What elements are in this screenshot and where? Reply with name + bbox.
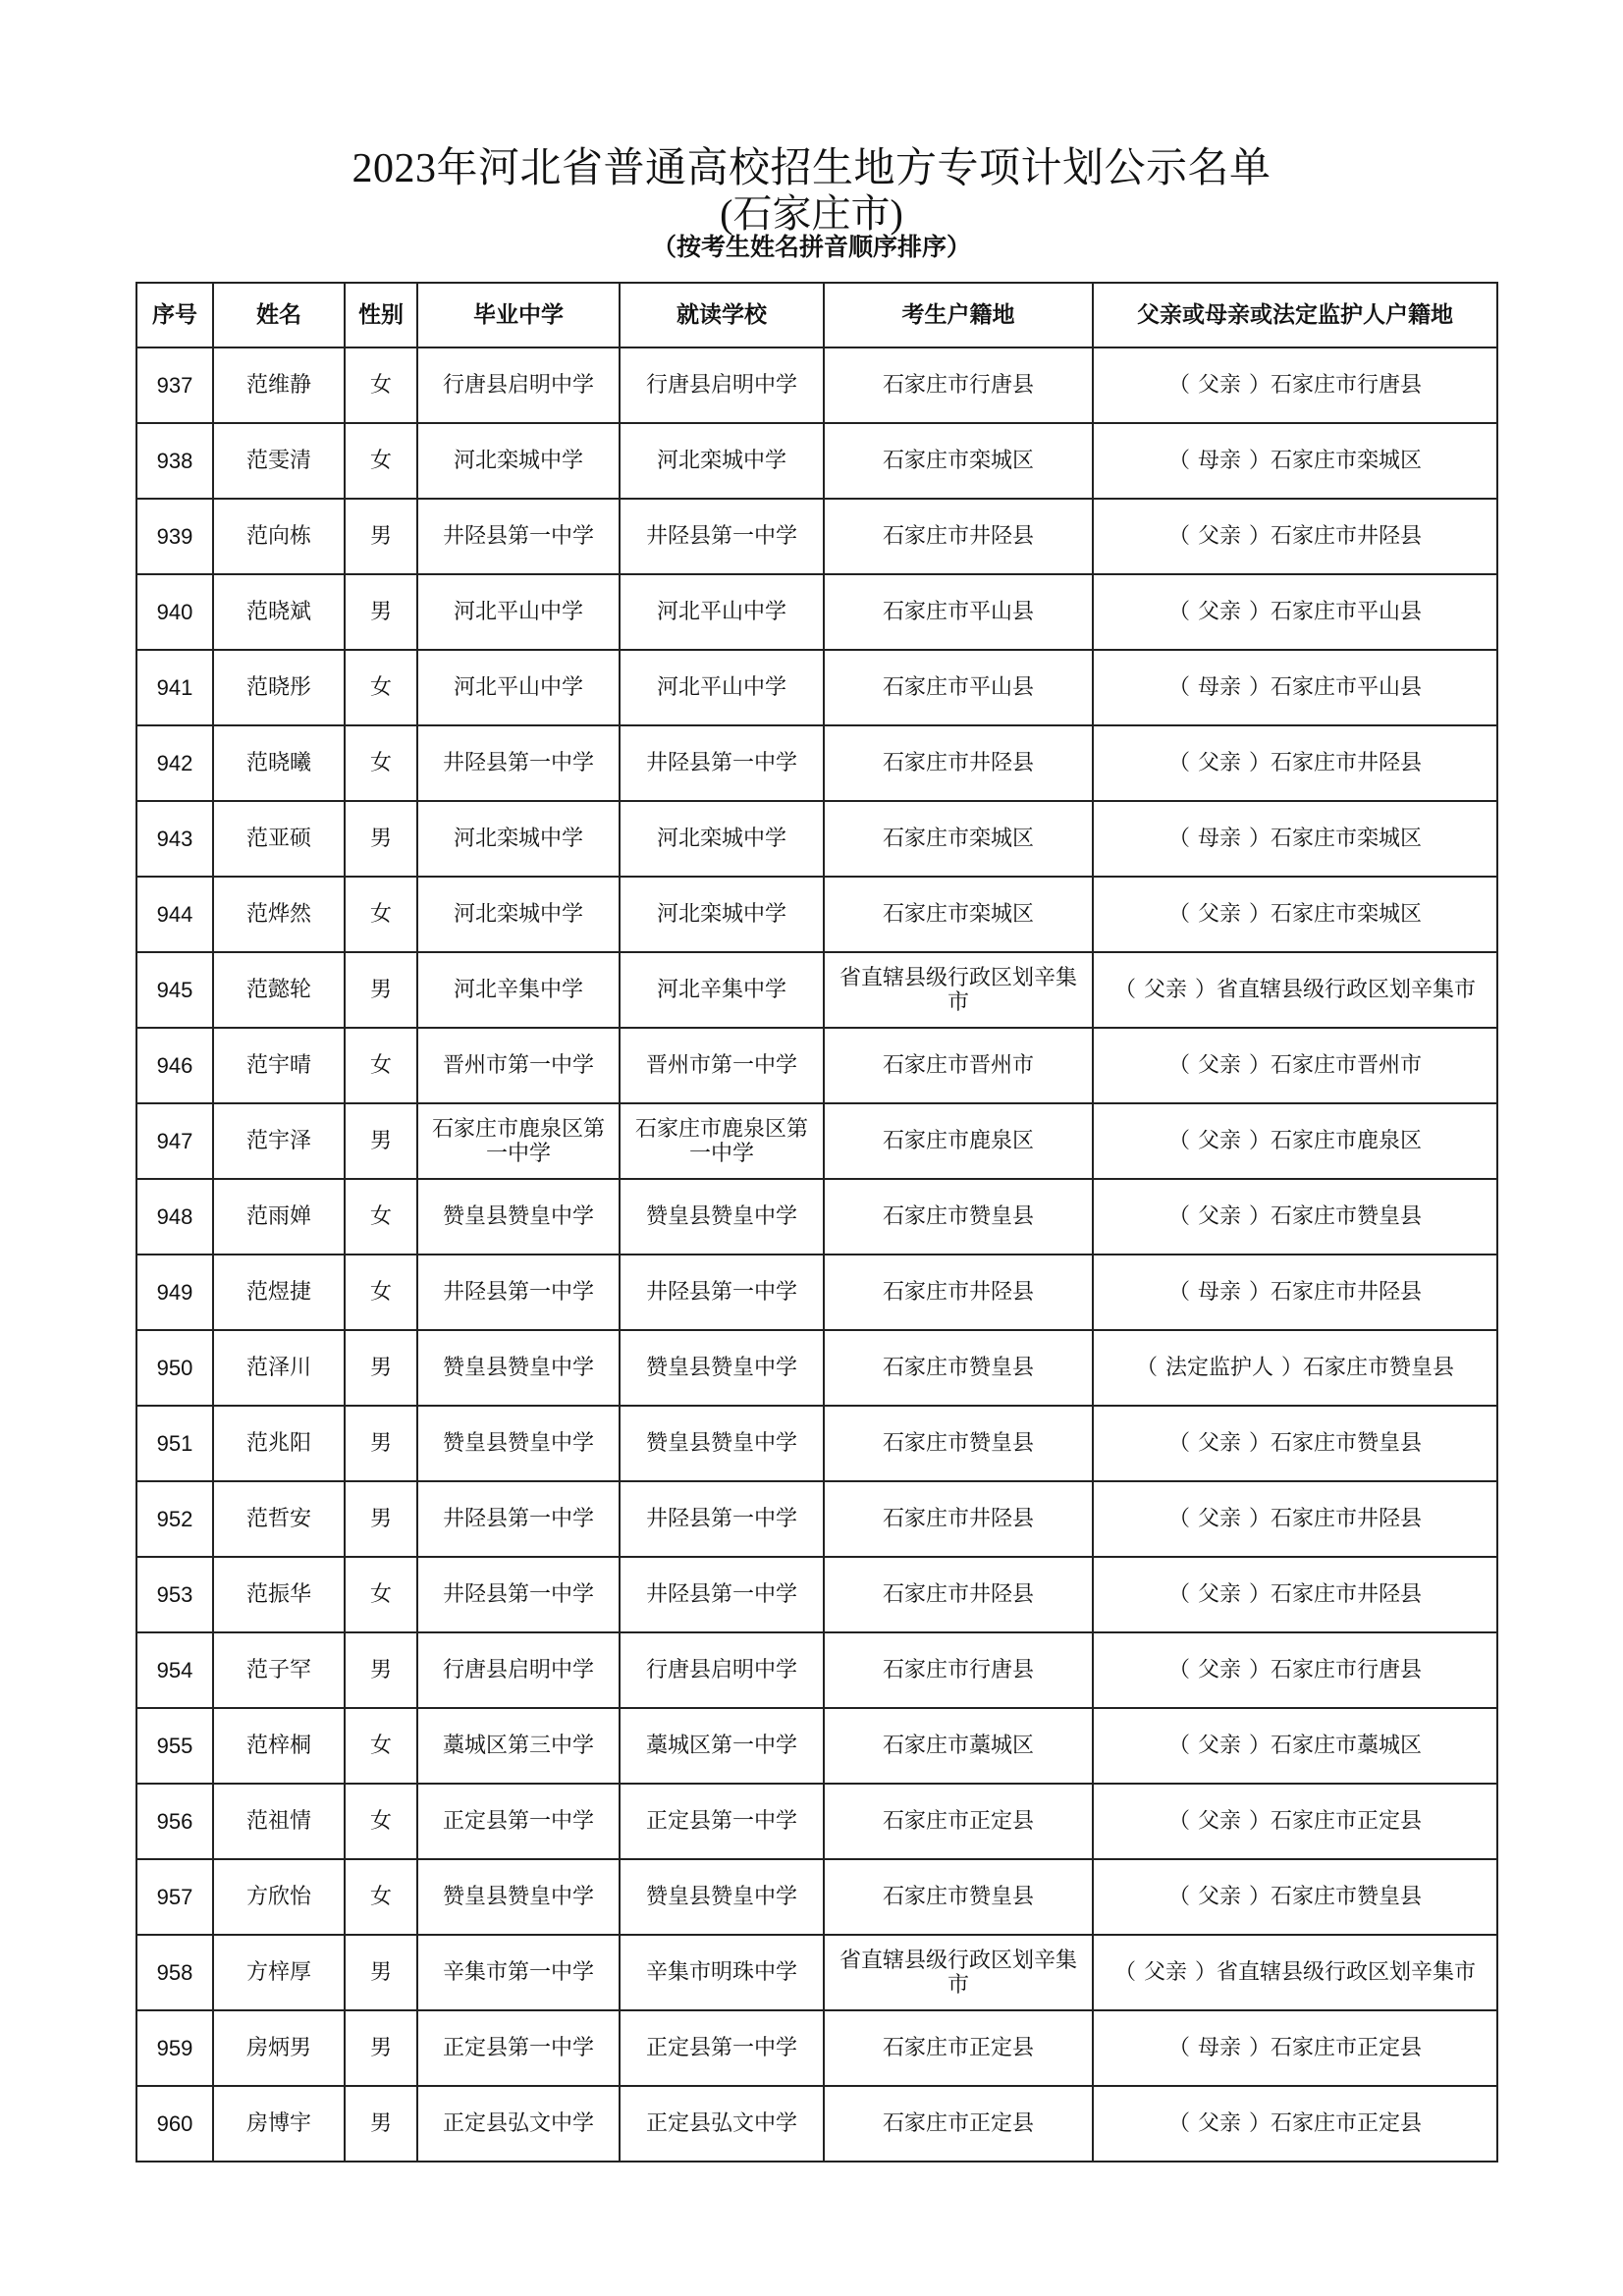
cell-sex: 女 xyxy=(345,877,417,952)
cell-index: 938 xyxy=(136,423,213,499)
cell-graduate-school: 河北栾城中学 xyxy=(417,877,620,952)
cell-guardian-hukou: （ 母亲 ）石家庄市井陉县 xyxy=(1093,1255,1497,1330)
table-row xyxy=(136,2010,1497,2086)
cell-guardian-hukou: （ 父亲 ）石家庄市赞皇县 xyxy=(1093,1406,1497,1481)
cell-current-school: 赞皇县赞皇中学 xyxy=(620,1859,824,1935)
cell-graduate-school: 赞皇县赞皇中学 xyxy=(417,1330,620,1406)
cell-current-school: 赞皇县赞皇中学 xyxy=(620,1179,824,1255)
cell-name: 范煜捷 xyxy=(213,1255,345,1330)
guardian-hukou-value: 石家庄市平山县 xyxy=(1271,675,1423,700)
cell-guardian-hukou: （ 母亲 ）石家庄市栾城区 xyxy=(1093,423,1497,499)
cell-graduate-school: 正定县第一中学 xyxy=(417,1784,620,1859)
col-header-sex: 性别 xyxy=(345,283,417,347)
header-row xyxy=(136,283,1497,347)
cell-index: 947 xyxy=(136,1103,213,1179)
cell-index: 958 xyxy=(136,1935,213,2010)
cell-student-hukou: 石家庄市正定县 xyxy=(824,2086,1093,2162)
cell-student-hukou: 石家庄市平山县 xyxy=(824,574,1093,650)
table-row xyxy=(136,2086,1497,2162)
cell-graduate-school: 井陉县第一中学 xyxy=(417,725,620,801)
guardian-relation: 父亲 xyxy=(1197,1658,1241,1682)
guardian-hukou-value: 石家庄市井陉县 xyxy=(1271,1280,1423,1305)
page-title: 2023年河北省普通高校招生地方专项计划公示名单 xyxy=(352,146,1271,191)
table-row xyxy=(136,499,1497,574)
table-row xyxy=(136,877,1497,952)
cell-student-hukou: 石家庄市栾城区 xyxy=(824,423,1093,499)
guardian-hukou-value: 石家庄市栾城区 xyxy=(1271,902,1423,927)
cell-name: 范子罕 xyxy=(213,1632,345,1708)
table-row xyxy=(136,725,1497,801)
guardian-relation: 父亲 xyxy=(1197,1053,1241,1078)
cell-name: 范晓彤 xyxy=(213,650,345,725)
cell-sex: 男 xyxy=(345,801,417,877)
cell-index: 941 xyxy=(136,650,213,725)
cell-sex: 男 xyxy=(345,1330,417,1406)
col-header-student-hukou: 考生户籍地 xyxy=(824,283,1093,347)
cell-current-school: 辛集市明珠中学 xyxy=(620,1935,824,2010)
table-row xyxy=(136,1632,1497,1708)
guardian-hukou-value: 石家庄市行唐县 xyxy=(1271,1658,1423,1682)
cell-name: 范泽川 xyxy=(213,1330,345,1406)
cell-student-hukou: 石家庄市鹿泉区 xyxy=(824,1103,1093,1179)
cell-index: 949 xyxy=(136,1255,213,1330)
cell-current-school: 河北栾城中学 xyxy=(620,877,824,952)
cell-student-hukou: 石家庄市平山县 xyxy=(824,650,1093,725)
cell-index: 952 xyxy=(136,1481,213,1557)
cell-index: 937 xyxy=(136,347,213,423)
guardian-relation: 父亲 xyxy=(1143,1960,1187,1985)
cell-student-hukou: 石家庄市井陉县 xyxy=(824,1481,1093,1557)
cell-guardian-hukou: （ 母亲 ）石家庄市正定县 xyxy=(1093,2010,1497,2086)
cell-sex: 女 xyxy=(345,1708,417,1784)
cell-student-hukou: 省直辖县级行政区划辛集市 xyxy=(824,952,1093,1028)
cell-index: 942 xyxy=(136,725,213,801)
guardian-relation: 父亲 xyxy=(1197,1809,1241,1834)
cell-graduate-school: 井陉县第一中学 xyxy=(417,1481,620,1557)
guardian-hukou-value: 石家庄市藁城区 xyxy=(1271,1734,1423,1758)
cell-student-hukou: 石家庄市赞皇县 xyxy=(824,1179,1093,1255)
cell-index: 953 xyxy=(136,1557,213,1632)
cell-graduate-school: 正定县第一中学 xyxy=(417,2010,620,2086)
cell-student-hukou: 石家庄市藁城区 xyxy=(824,1708,1093,1784)
guardian-relation: 法定监护人 xyxy=(1164,1356,1273,1380)
cell-sex: 男 xyxy=(345,574,417,650)
cell-name: 范向栋 xyxy=(213,499,345,574)
cell-student-hukou: 石家庄市栾城区 xyxy=(824,801,1093,877)
guardian-hukou-value: 石家庄市井陉县 xyxy=(1271,751,1423,775)
cell-sex: 男 xyxy=(345,1103,417,1179)
cell-index: 960 xyxy=(136,2086,213,2162)
cell-student-hukou: 省直辖县级行政区划辛集市 xyxy=(824,1935,1093,2010)
cell-current-school: 晋州市第一中学 xyxy=(620,1028,824,1103)
table-row xyxy=(136,1708,1497,1784)
cell-sex: 女 xyxy=(345,423,417,499)
cell-current-school: 河北平山中学 xyxy=(620,574,824,650)
cell-guardian-hukou: （ 父亲 ）省直辖县级行政区划辛集市 xyxy=(1093,1935,1497,2010)
cell-name: 范振华 xyxy=(213,1557,345,1632)
cell-sex: 男 xyxy=(345,1406,417,1481)
guardian-hukou-value: 石家庄市正定县 xyxy=(1271,2111,1423,2136)
cell-current-school: 井陉县第一中学 xyxy=(620,499,824,574)
cell-index: 945 xyxy=(136,952,213,1028)
cell-graduate-school: 正定县弘文中学 xyxy=(417,2086,620,2162)
cell-index: 943 xyxy=(136,801,213,877)
cell-guardian-hukou: （ 父亲 ）石家庄市井陉县 xyxy=(1093,499,1497,574)
cell-current-school: 石家庄市鹿泉区第一中学 xyxy=(620,1103,824,1179)
cell-current-school: 行唐县启明中学 xyxy=(620,347,824,423)
guardian-relation: 父亲 xyxy=(1197,1507,1241,1531)
cell-sex: 男 xyxy=(345,952,417,1028)
cell-graduate-school: 行唐县启明中学 xyxy=(417,1632,620,1708)
cell-name: 方梓厚 xyxy=(213,1935,345,2010)
guardian-hukou-value: 石家庄市平山县 xyxy=(1271,600,1423,624)
cell-name: 范梓桐 xyxy=(213,1708,345,1784)
cell-index: 944 xyxy=(136,877,213,952)
cell-name: 范哲安 xyxy=(213,1481,345,1557)
cell-graduate-school: 行唐县启明中学 xyxy=(417,347,620,423)
cell-guardian-hukou: （ 父亲 ）石家庄市行唐县 xyxy=(1093,347,1497,423)
table-row xyxy=(136,1330,1497,1406)
cell-guardian-hukou: （ 父亲 ）石家庄市藁城区 xyxy=(1093,1708,1497,1784)
cell-student-hukou: 石家庄市晋州市 xyxy=(824,1028,1093,1103)
cell-student-hukou: 石家庄市井陉县 xyxy=(824,1557,1093,1632)
cell-current-school: 井陉县第一中学 xyxy=(620,1255,824,1330)
cell-current-school: 井陉县第一中学 xyxy=(620,1557,824,1632)
cell-name: 范兆阳 xyxy=(213,1406,345,1481)
cell-guardian-hukou: （ 母亲 ）石家庄市栾城区 xyxy=(1093,801,1497,877)
cell-sex: 男 xyxy=(345,1935,417,2010)
cell-name: 范亚硕 xyxy=(213,801,345,877)
cell-current-school: 正定县第一中学 xyxy=(620,2010,824,2086)
guardian-relation: 父亲 xyxy=(1197,600,1241,624)
guardian-relation: 父亲 xyxy=(1197,751,1241,775)
guardian-relation: 父亲 xyxy=(1197,1431,1241,1456)
cell-name: 房博宇 xyxy=(213,2086,345,2162)
table-row xyxy=(136,1935,1497,2010)
guardian-relation: 父亲 xyxy=(1143,978,1187,1002)
guardian-hukou-value: 石家庄市正定县 xyxy=(1271,1809,1423,1834)
guardian-hukou-value: 省直辖县级行政区划辛集市 xyxy=(1217,978,1477,1002)
cell-student-hukou: 石家庄市栾城区 xyxy=(824,877,1093,952)
cell-name: 范祖情 xyxy=(213,1784,345,1859)
cell-graduate-school: 河北栾城中学 xyxy=(417,801,620,877)
cell-guardian-hukou: （ 父亲 ）省直辖县级行政区划辛集市 xyxy=(1093,952,1497,1028)
cell-current-school: 赞皇县赞皇中学 xyxy=(620,1330,824,1406)
cell-current-school: 正定县第一中学 xyxy=(620,1784,824,1859)
cell-current-school: 藁城区第一中学 xyxy=(620,1708,824,1784)
cell-name: 房炳男 xyxy=(213,2010,345,2086)
cell-name: 范雨婵 xyxy=(213,1179,345,1255)
region-subtitle: (石家庄市) xyxy=(720,191,903,236)
cell-name: 范雯清 xyxy=(213,423,345,499)
cell-graduate-school: 石家庄市鹿泉区第一中学 xyxy=(417,1103,620,1179)
cell-name: 范晓斌 xyxy=(213,574,345,650)
guardian-hukou-value: 石家庄市栾城区 xyxy=(1271,827,1423,851)
guardian-hukou-value: 石家庄市赞皇县 xyxy=(1271,1204,1423,1229)
cell-current-school: 正定县弘文中学 xyxy=(620,2086,824,2162)
cell-guardian-hukou: （ 父亲 ）石家庄市赞皇县 xyxy=(1093,1179,1497,1255)
table-row xyxy=(136,952,1497,1028)
table-row xyxy=(136,1557,1497,1632)
cell-name: 方欣怡 xyxy=(213,1859,345,1935)
cell-student-hukou: 石家庄市正定县 xyxy=(824,2010,1093,2086)
cell-student-hukou: 石家庄市井陉县 xyxy=(824,499,1093,574)
table-row xyxy=(136,574,1497,650)
cell-guardian-hukou: （ 父亲 ）石家庄市鹿泉区 xyxy=(1093,1103,1497,1179)
col-header-graduate-school: 毕业中学 xyxy=(417,283,620,347)
cell-guardian-hukou: （ 父亲 ）石家庄市赞皇县 xyxy=(1093,1859,1497,1935)
table-row xyxy=(136,1481,1497,1557)
cell-guardian-hukou: （ 父亲 ）石家庄市井陉县 xyxy=(1093,725,1497,801)
cell-sex: 男 xyxy=(345,2010,417,2086)
cell-sex: 男 xyxy=(345,1481,417,1557)
guardian-relation: 父亲 xyxy=(1197,1885,1241,1909)
guardian-hukou-value: 石家庄市井陉县 xyxy=(1271,1507,1423,1531)
table-row xyxy=(136,1255,1497,1330)
cell-student-hukou: 石家庄市行唐县 xyxy=(824,347,1093,423)
guardian-relation: 母亲 xyxy=(1197,449,1241,473)
cell-index: 946 xyxy=(136,1028,213,1103)
cell-index: 940 xyxy=(136,574,213,650)
cell-guardian-hukou: （ 父亲 ）石家庄市晋州市 xyxy=(1093,1028,1497,1103)
guardian-relation: 母亲 xyxy=(1197,1280,1241,1305)
guardian-hukou-value: 石家庄市赞皇县 xyxy=(1303,1356,1455,1380)
cell-current-school: 井陉县第一中学 xyxy=(620,1481,824,1557)
cell-student-hukou: 石家庄市赞皇县 xyxy=(824,1330,1093,1406)
cell-sex: 女 xyxy=(345,1859,417,1935)
cell-current-school: 行唐县启明中学 xyxy=(620,1632,824,1708)
cell-sex: 女 xyxy=(345,1557,417,1632)
guardian-relation: 父亲 xyxy=(1197,902,1241,927)
cell-graduate-school: 井陉县第一中学 xyxy=(417,499,620,574)
cell-guardian-hukou: （ 父亲 ）石家庄市平山县 xyxy=(1093,574,1497,650)
cell-index: 957 xyxy=(136,1859,213,1935)
col-header-index: 序号 xyxy=(136,283,213,347)
cell-graduate-school: 河北辛集中学 xyxy=(417,952,620,1028)
cell-index: 950 xyxy=(136,1330,213,1406)
cell-name: 范晓曦 xyxy=(213,725,345,801)
cell-graduate-school: 晋州市第一中学 xyxy=(417,1028,620,1103)
cell-name: 范维静 xyxy=(213,347,345,423)
cell-student-hukou: 石家庄市赞皇县 xyxy=(824,1406,1093,1481)
cell-graduate-school: 井陉县第一中学 xyxy=(417,1255,620,1330)
cell-sex: 男 xyxy=(345,1632,417,1708)
guardian-hukou-value: 石家庄市赞皇县 xyxy=(1271,1431,1423,1456)
cell-graduate-school: 河北栾城中学 xyxy=(417,423,620,499)
cell-guardian-hukou: （ 父亲 ）石家庄市行唐县 xyxy=(1093,1632,1497,1708)
guardian-relation: 母亲 xyxy=(1197,2036,1241,2060)
table-row xyxy=(136,1028,1497,1103)
cell-current-school: 井陉县第一中学 xyxy=(620,725,824,801)
cell-graduate-school: 井陉县第一中学 xyxy=(417,1557,620,1632)
cell-current-school: 河北平山中学 xyxy=(620,650,824,725)
guardian-relation: 母亲 xyxy=(1197,827,1241,851)
cell-sex: 男 xyxy=(345,2086,417,2162)
cell-guardian-hukou: （ 母亲 ）石家庄市平山县 xyxy=(1093,650,1497,725)
cell-graduate-school: 赞皇县赞皇中学 xyxy=(417,1859,620,1935)
cell-guardian-hukou: （ 法定监护人 ）石家庄市赞皇县 xyxy=(1093,1330,1497,1406)
guardian-hukou-value: 石家庄市晋州市 xyxy=(1271,1053,1423,1078)
cell-index: 939 xyxy=(136,499,213,574)
table-row xyxy=(136,347,1497,423)
cell-student-hukou: 石家庄市赞皇县 xyxy=(824,1859,1093,1935)
table-row xyxy=(136,1103,1497,1179)
guardian-hukou-value: 省直辖县级行政区划辛集市 xyxy=(1217,1960,1477,1985)
table-row xyxy=(136,1859,1497,1935)
guardian-relation: 父亲 xyxy=(1197,1582,1241,1607)
cell-index: 956 xyxy=(136,1784,213,1859)
cell-graduate-school: 赞皇县赞皇中学 xyxy=(417,1179,620,1255)
cell-student-hukou: 石家庄市正定县 xyxy=(824,1784,1093,1859)
cell-sex: 男 xyxy=(345,499,417,574)
roster-table xyxy=(135,282,1498,2163)
guardian-relation: 母亲 xyxy=(1197,675,1241,700)
table-row xyxy=(136,1179,1497,1255)
table-row xyxy=(136,801,1497,877)
cell-graduate-school: 藁城区第三中学 xyxy=(417,1708,620,1784)
cell-name: 范懿轮 xyxy=(213,952,345,1028)
cell-index: 955 xyxy=(136,1708,213,1784)
cell-name: 范宇晴 xyxy=(213,1028,345,1103)
guardian-relation: 父亲 xyxy=(1197,1204,1241,1229)
guardian-relation: 父亲 xyxy=(1197,2111,1241,2136)
cell-guardian-hukou: （ 父亲 ）石家庄市井陉县 xyxy=(1093,1557,1497,1632)
guardian-hukou-value: 石家庄市井陉县 xyxy=(1271,524,1423,549)
cell-index: 954 xyxy=(136,1632,213,1708)
cell-current-school: 赞皇县赞皇中学 xyxy=(620,1406,824,1481)
sort-note: （按考生姓名拼音顺序排序） xyxy=(651,233,971,261)
cell-guardian-hukou: （ 父亲 ）石家庄市井陉县 xyxy=(1093,1481,1497,1557)
guardian-hukou-value: 石家庄市栾城区 xyxy=(1271,449,1423,473)
col-header-name: 姓名 xyxy=(213,283,345,347)
cell-guardian-hukou: （ 父亲 ）石家庄市正定县 xyxy=(1093,1784,1497,1859)
cell-guardian-hukou: （ 父亲 ）石家庄市栾城区 xyxy=(1093,877,1497,952)
cell-current-school: 河北栾城中学 xyxy=(620,423,824,499)
cell-current-school: 河北辛集中学 xyxy=(620,952,824,1028)
guardian-hukou-value: 石家庄市赞皇县 xyxy=(1271,1885,1423,1909)
col-header-guardian-hukou: 父亲或母亲或法定监护人户籍地 xyxy=(1093,283,1497,347)
guardian-relation: 父亲 xyxy=(1197,524,1241,549)
cell-sex: 女 xyxy=(345,347,417,423)
cell-graduate-school: 河北平山中学 xyxy=(417,650,620,725)
cell-sex: 女 xyxy=(345,725,417,801)
table-row xyxy=(136,423,1497,499)
guardian-hukou-value: 石家庄市正定县 xyxy=(1271,2036,1423,2060)
cell-name: 范烨然 xyxy=(213,877,345,952)
table-row xyxy=(136,650,1497,725)
cell-index: 948 xyxy=(136,1179,213,1255)
cell-graduate-school: 辛集市第一中学 xyxy=(417,1935,620,2010)
col-header-current-school: 就读学校 xyxy=(620,283,824,347)
guardian-hukou-value: 石家庄市井陉县 xyxy=(1271,1582,1423,1607)
table-row xyxy=(136,1406,1497,1481)
cell-student-hukou: 石家庄市井陉县 xyxy=(824,1255,1093,1330)
cell-graduate-school: 赞皇县赞皇中学 xyxy=(417,1406,620,1481)
guardian-hukou-value: 石家庄市行唐县 xyxy=(1271,373,1423,398)
table-row xyxy=(136,1784,1497,1859)
guardian-relation: 父亲 xyxy=(1197,373,1241,398)
cell-name: 范宇泽 xyxy=(213,1103,345,1179)
guardian-hukou-value: 石家庄市鹿泉区 xyxy=(1271,1129,1423,1153)
cell-graduate-school: 河北平山中学 xyxy=(417,574,620,650)
cell-current-school: 河北栾城中学 xyxy=(620,801,824,877)
cell-sex: 女 xyxy=(345,1784,417,1859)
cell-index: 951 xyxy=(136,1406,213,1481)
guardian-relation: 父亲 xyxy=(1197,1734,1241,1758)
cell-sex: 女 xyxy=(345,1028,417,1103)
cell-sex: 女 xyxy=(345,1255,417,1330)
cell-guardian-hukou: （ 父亲 ）石家庄市正定县 xyxy=(1093,2086,1497,2162)
cell-student-hukou: 石家庄市井陉县 xyxy=(824,725,1093,801)
cell-index: 959 xyxy=(136,2010,213,2086)
cell-sex: 女 xyxy=(345,650,417,725)
cell-sex: 女 xyxy=(345,1179,417,1255)
guardian-relation: 父亲 xyxy=(1197,1129,1241,1153)
cell-student-hukou: 石家庄市行唐县 xyxy=(824,1632,1093,1708)
